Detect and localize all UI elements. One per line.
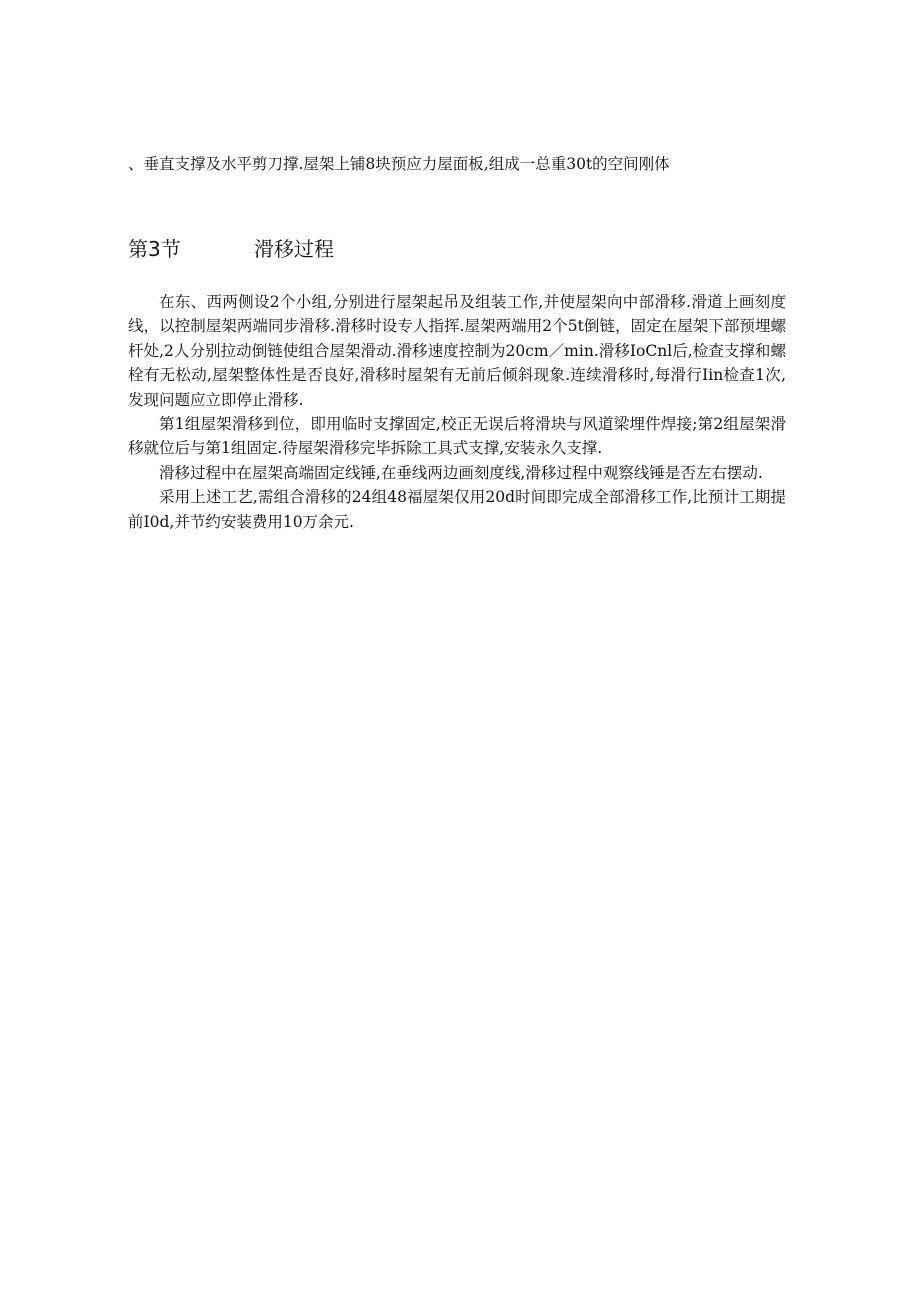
paragraph: 滑移过程中在屋架高端固定线锤,在垂线两边画刻度线,滑移过程中观察线锤是否左右摆动. <box>159 463 763 482</box>
continuation-line: 、垂直支撑及水平剪刀撑.屋架上铺8块预应力屋面板,组成一总重30t的空间刚体 <box>128 155 670 173</box>
section-number: 第3节 <box>128 237 181 261</box>
section-heading <box>128 234 728 264</box>
paragraph: 在东、西两侧设2个小组,分别进行屋架起吊及组装工作,并使屋架向中部滑移.滑道上画刻度线，以控制屋架两端同步滑移.滑移时设专人指挥.屋架两端用2个5t倒链，固定在屋架下部预埋螺杆处,2人分别拉动倒链使组合屋架滑动.滑移速度控制为20cm／min.滑移IoCnl后,检查支撑和螺栓有无松动,屋架整体性是否良好,滑移时屋架有无前后倾斜现象.连续滑移时,每滑行Iin检查1次,发现问题应立即停止滑移. <box>128 293 786 409</box>
section-body <box>128 290 786 534</box>
section-title: 滑移过程 <box>254 237 334 261</box>
paragraph: 第1组屋架滑移到位，即用临时支撑固定,校正无误后将滑块与风道梁埋件焊接;第2组屋架滑移就位后与第1组固定.待屋架滑移完毕拆除工具式支撑,安装永久支撑. <box>128 415 786 458</box>
paragraph: 采用上述工艺,需组合滑移的24组48福屋架仅用20d时间即完成全部滑移工作,比预计工期提前I0d,并节约安装费用10万余元. <box>128 488 786 531</box>
